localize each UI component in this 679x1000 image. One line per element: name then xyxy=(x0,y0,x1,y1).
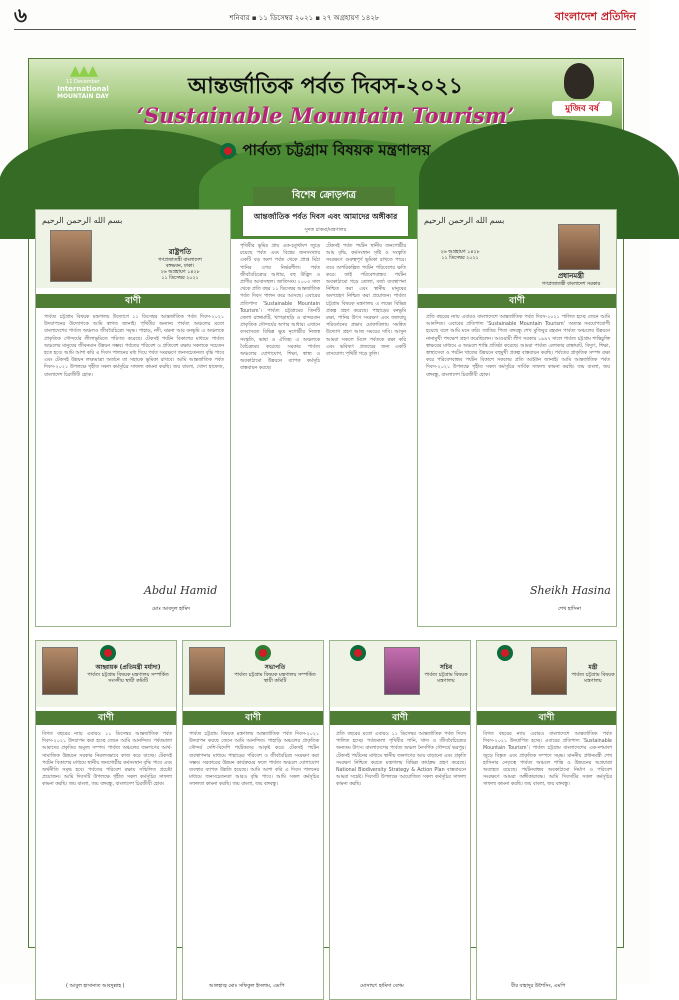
official-role: সভাপতি xyxy=(264,664,286,671)
message-body: বিগত বছরের ন্যায় এবারও বাংলাদেশে আন্তর্জাতিক পর্বত দিবস-২০২১ উদযাপিত হচ্ছে। এবারের প্রতিপাদ্য ‘Sustainable Mountain Tourism’। পার্বত্য চট্টগ্রাম বাংলাদেশের এক-দশমাংশ জুড়ে বিস্তৃত এবং প্রাকৃতিক সম্পদে সমৃদ্ধ। মাননীয় প্রধানমন্ত্রী শেখ হাসিনার নেতৃত্বে পার্বত্য অঞ্চলে শান্তি ও উন্নয়নের অগ্রযাত্রা অব্যাহত রয়েছে। পর্যটনবান্ধব অবকাঠামো নির্মাণ ও পরিবেশ সংরক্ষণে আমরা অঙ্গীকারাবদ্ধ। আমি দিবসটির সকল কর্মসূচির সাফল্য কামনা করছি। জয় বাংলা, জয় বঙ্গবন্ধু। xyxy=(483,732,612,788)
mujib-label: মুজিব বর্ষ xyxy=(552,101,612,116)
official-sub: পার্বত্য চট্টগ্রাম বিষয়ক মন্ত্রণালয় সম্পর্কিত স্থায়ী কমিটি xyxy=(234,671,316,684)
official-sub: পার্বত্য চট্টগ্রাম বিষয়ক মন্ত্রণালয় xyxy=(424,671,468,684)
theme-title: ‘Sustainable Mountain Tourism’ xyxy=(136,103,515,128)
official-photo xyxy=(384,647,420,695)
message-heading: বাণী xyxy=(330,711,470,725)
message-heading: বাণী xyxy=(36,294,230,308)
message-body: বিগত বছরের ন্যায় এবারও ১১ ডিসেম্বর আন্তর্জাতিক পর্বত দিবস-২০২১ উদযাপন করা হচ্ছে জেনে আমি আনন্দিত। পর্বতমালা আমাদের প্রকৃতির অমূল্য সম্পদ। পার্বত্য অঞ্চলের জনগণের আর্থ-সামাজিক উন্নয়নে সরকার নিরলসভাবে কাজ করে যাচ্ছে। টেকসই পর্যটন বিকাশের মাধ্যমে স্থানীয় জনগোষ্ঠীর কর্মসংস্থান বৃদ্ধি পাবে এবং অর্থনীতি সমৃদ্ধ হবে। পর্বতের পরিবেশ রক্ষায় সম্মিলিত প্রচেষ্টা প্রয়োজন। আমি দিবসটি উপলক্ষে গৃহীত সকল কর্মসূচির সাফল্য কামনা করছি। জয় বাংলা, জয় বঙ্গবন্ধু, বাংলাদেশ চিরজীবী হোক। xyxy=(42,732,172,788)
president-role-block xyxy=(132,246,228,282)
pm-date-block xyxy=(430,250,490,262)
article-column-left: পৃথিবীর ভূমির প্রায় এক-চতুর্থাংশ জুড়ে রয়েছে পর্বত এবং বিশ্বের জনসংখ্যার একটি বড় অংশ পর্বত থেকে প্রাপ্ত মিঠা পানির ওপর নির্ভরশীল। পর্বত জীববৈচিত্র্যের আধার, বহু উদ্ভিদ ও প্রাণীর আবাসস্থল। জাতিসংঘ ২০০৩ সাল থেকে প্রতি বছর ১১ ডিসেম্বর আন্তর্জাতিক পর্বত দিবস পালন করে আসছে। এবারের প্রতিপাদ্য ‘Sustainable Mountain Tourism’। পার্বত্য চট্টগ্রামের তিনটি জেলা রাঙ্গামাটি, খাগড়াছড়ি ও বান্দরবান প্রাকৃতিক সৌন্দর্যের অপার আধার। এখানে বসবাসরত বিভিন্ন ক্ষুদ্র নৃগোষ্ঠীর নিজস্ব সংস্কৃতি, ভাষা ও ঐতিহ্য এ অঞ্চলকে বৈচিত্র্যময় করেছে। সরকার পার্বত্য অঞ্চলের যোগাযোগ, শিক্ষা, স্বাস্থ্য ও অবকাঠামো উন্নয়নে ব্যাপক কর্মসূচি বাস্তবায়ন করছে। xyxy=(240,244,320,372)
bottom-message-card xyxy=(35,640,177,1000)
imd-date: 11 December xyxy=(66,79,100,85)
message-body: প্রতি বছরের মতো এবারও ১১ ডিসেম্বর আন্তর্জাতিক পর্বত দিবস পালিত হচ্ছে। পর্বতমালা পৃথিবীর পানি, খাদ্য ও জীববৈচিত্র্যের অন্যতম উৎস। বাংলাদেশের পার্বত্য অঞ্চল নৈসর্গিক সৌন্দর্যে ভরপুর। টেকসই পর্যটনের মাধ্যমে স্থানীয় জনগণের আয় বাড়ানো এবং প্রকৃতি সংরক্ষণ নিশ্চিত করতে মন্ত্রণালয় বিভিন্ন কার্যক্রম গ্রহণ করেছে। National Biodiversity Strategy & Action Plan বাস্তবায়নে আমরা সচেষ্ট। দিবসটি উপলক্ষে আয়োজিত সকল কর্মসূচির সাফল্য কামনা করছি। xyxy=(336,732,466,788)
date-english: ১১ ডিসেম্বর ২০২১ xyxy=(441,256,479,261)
official-photo xyxy=(531,647,567,695)
role-title: রাষ্ট্রপতি xyxy=(168,248,192,256)
president-signature: Abdul Hamid xyxy=(144,584,218,597)
committee-emblem-icon xyxy=(255,645,271,661)
government-emblem-icon xyxy=(220,143,236,159)
official-role-block xyxy=(82,665,174,685)
bottom-message-card xyxy=(476,640,617,1000)
role-sub1: গণপ্রজাতন্ত্রী বাংলাদেশ xyxy=(158,258,202,263)
mountain-icon: ▲▲▲ xyxy=(69,63,97,79)
mujib-year-logo xyxy=(546,63,616,125)
official-role-block xyxy=(569,665,617,685)
official-photo xyxy=(189,647,225,695)
official-photo xyxy=(42,647,78,695)
message-heading: বাণী xyxy=(418,294,616,308)
page-header xyxy=(14,3,636,30)
mountain-banner xyxy=(29,59,622,187)
official-sub: পার্বত্য চট্টগ্রাম বিষয়ক মন্ত্রণালয় xyxy=(571,671,615,684)
message-heading: বাণী xyxy=(477,711,616,725)
official-role: সচিব xyxy=(439,664,453,671)
government-emblem-icon xyxy=(350,645,366,661)
article-title: আন্তর্জাতিক পর্বত দিবস এবং আমাদের অঙ্গীকার xyxy=(253,212,398,221)
message-body: পার্বত্য চট্টগ্রাম বিষয়ক মন্ত্রণালয় আন্তর্জাতিক পর্বত দিবস-২০২১ উদযাপন করছে জেনে আমি আনন্দিত। পাহাড়ি অঞ্চলের প্রাকৃতিক সৌন্দর্য দেশি-বিদেশি পর্যটকদের আকৃষ্ট করে। টেকসই পর্যটন ব্যবস্থাপনার মাধ্যমে পাহাড়ের পরিবেশ ও জীববৈচিত্র্য সংরক্ষণ করা সম্ভব। সরকারের উন্নয়ন কার্যক্রমের ফলে পার্বত্য অঞ্চলে যোগাযোগ ব্যবস্থার ব্যাপক উন্নতি হয়েছে। আমি আশা করি এ দিবস পালনের মাধ্যমে জনসচেতনতা আরও বৃদ্ধি পাবে। আমি সকল কর্মসূচির সফলতা কামনা করছি। জয় বাংলা, জয় বঙ্গবন্ধু। xyxy=(189,732,319,788)
bottom-message-card xyxy=(329,640,471,1000)
official-sub: পার্বত্য চট্টগ্রাম বিষয়ক মন্ত্রণালয় সম্পর্কিত সংসদীয় স্থায়ী কমিটি xyxy=(87,671,169,684)
official-role: মন্ত্রী xyxy=(588,664,598,671)
bismillah-text: بسم الله الرحمن الرحيم xyxy=(424,216,505,225)
role-sub2: বঙ্গভবন, ঢাকা। xyxy=(165,264,195,269)
pm-role-block xyxy=(528,270,614,288)
official-name: মোসাম্মৎ হামিদা বেগম xyxy=(360,983,404,989)
bismillah-text: بسم الله الرحمن الرحيم xyxy=(42,216,123,225)
portrait-icon xyxy=(564,63,594,99)
role-sub1: গণপ্রজাতন্ত্রী বাংলাদেশ সরকার xyxy=(541,282,601,287)
masthead-logo: বাংলাদেশ প্রতিদিন xyxy=(554,10,636,23)
pm-signature: Sheikh Hasina xyxy=(530,584,611,597)
supplement-frame xyxy=(28,58,624,989)
imd-line1: International xyxy=(57,85,109,93)
pm-name: শেখ হাসিনা xyxy=(558,606,582,612)
government-emblem-icon xyxy=(497,645,513,661)
special-supplement-label: বিশেষ ক্রোড়পত্র xyxy=(253,187,395,205)
article-author: সুদত্ত চাকমা/মন্ত্রণালয় xyxy=(304,227,347,233)
date-english: ১১ ডিসেম্বর ২০২১ xyxy=(161,276,199,281)
official-role-block xyxy=(422,665,470,685)
date-bengali: ২৬ অগ্রহায়ণ ১৪২৮ xyxy=(160,270,200,275)
official-role-block xyxy=(229,665,321,685)
date-line: শনিবার ▪ ১১ ডিসেম্বর ২০২১ ▪ ২৭ অগ্রহায়ণ ১৪২৮ xyxy=(229,13,380,22)
imd-line2: MOUNTAIN DAY xyxy=(57,93,109,100)
ministry-label: পার্বত্য চট্টগ্রাম বিষয়ক মন্ত্রণালয় xyxy=(242,141,431,159)
message-heading: বাণী xyxy=(183,711,323,725)
president-name: মোঃ আবদুল হামিদ xyxy=(152,606,190,612)
article-column-right: টেকসই পর্বত পর্যটন স্থানীয় জনগোষ্ঠীর আয় বৃদ্ধি, কর্মসংস্থান সৃষ্টি ও সংস্কৃতি সংরক্ষণে গুরুত্বপূর্ণ ভূমিকা রাখতে পারে। তবে অপরিকল্পিত পর্যটন পরিবেশের ক্ষতি করে। তাই পরিবেশবান্ধব পর্যটন অবকাঠামো গড়ে তোলা, বর্জ্য ব্যবস্থাপনা নিশ্চিত করা এবং স্থানীয় মানুষের অংশগ্রহণ নিশ্চিত করা প্রয়োজন। পার্বত্য চট্টগ্রাম বিষয়ক মন্ত্রণালয় এ লক্ষ্যে বিভিন্ন প্রকল্প গ্রহণ করেছে। পাহাড়ের বনভূমি রক্ষা, পানির উৎস সংরক্ষণ এবং জলবায়ু পরিবর্তনের প্রভাব মোকাবিলায় সমন্বিত উদ্যোগ গ্রহণ আজ সময়ের দাবি। আসুন আমরা সকলে মিলে পর্বতকে রক্ষা করি এবং ভবিষ্যৎ প্রজন্মের জন্য একটি বাসযোগ্য পৃথিবী গড়ে তুলি। xyxy=(326,244,406,358)
message-heading: বাণী xyxy=(36,711,176,725)
message-body: পার্বত্য চট্টগ্রাম বিষয়ক মন্ত্রণালয় উদ্যোগে ১১ ডিসেম্বর আন্তর্জাতিক পর্বত দিবস-২০২১ উদযাপনের উদ্যোগকে আমি স্বাগত জানাই। পৃথিবীর অন্যান্য পার্বত্য অঞ্চলের মতো বাংলাদেশের পার্বত্য অঞ্চলও জীববৈচিত্র্যে সমৃদ্ধ। পাহাড়, নদী, ঝরনা আর বনভূমি এ অঞ্চলকে প্রাকৃতিক সৌন্দর্যের লীলাভূমিতে পরিণত করেছে। টেকসই পর্যটন বিকাশের মাধ্যমে পার্বত্য অঞ্চলের মানুষের জীবনমান উন্নয়ন সম্ভব। পর্বতের পরিবেশ ও প্রতিবেশ রক্ষায় সকলকে সচেতন হতে হবে। আমি আশা করি এ দিবস পালনের মধ্য দিয়ে পর্বত সংরক্ষণে জনসচেতনতা বৃদ্ধি পাবে এবং টেকসই উন্নয়ন লক্ষ্যমাত্রা অর্জনে তা সহায়ক ভূমিকা রাখবে। আমি আন্তর্জাতিক পর্বত দিবস-২০২১ উপলক্ষে গৃহীত সকল কর্মসূচির সাফল্য কামনা করছি। জয় বাংলা, খোদা হাফেজ, বাংলাদেশ চিরজীবী হোক। xyxy=(44,315,224,378)
page-title: আন্তর্জাতিক পর্বত দিবস-২০২১ xyxy=(187,74,464,99)
official-name: বীর বাহাদুর উশৈসিং, এমপি xyxy=(511,983,566,989)
president-photo xyxy=(50,230,92,282)
message-body: প্রতি বছরের ন্যায় এবারও বাংলাদেশে আন্তর্জাতিক পর্বত দিবস-২০২১ পালিত হচ্ছে জেনে আমি আনন্দিত। এবারের প্রতিপাদ্য ‘Sustainable Mountain Tourism’ অত্যন্ত সময়োপযোগী হয়েছে বলে আমি মনে করি। জাতির পিতা বঙ্গবন্ধু শেখ মুজিবুর রহমান পার্বত্য অঞ্চলের উন্নয়নে নানামুখী পদক্ষেপ গ্রহণ করেছিলেন। আওয়ামী লীগ সরকার ১৯৯৭ সালে পার্বত্য চট্টগ্রাম শান্তিচুক্তি স্বাক্ষরের মাধ্যমে এ অঞ্চলে শান্তি প্রতিষ্ঠা করেছে। আমরা পার্বত্য এলাকার রাস্তাঘাট, বিদ্যুৎ, শিক্ষা, স্বাস্থ্যসেবা ও পর্যটন খাতের উন্নয়নে বহুমুখী প্রকল্প বাস্তবায়ন করছি। পর্বতের প্রাকৃতিক সম্পদ রক্ষা করে পরিবেশবান্ধব পর্যটন বিকাশে সকলের প্রতি আহ্বান জানাই। আমি আন্তর্জাতিক পর্বত দিবস-২০২১ উপলক্ষে গৃহীত সকল কর্মসূচির সার্বিক সাফল্য কামনা করছি। জয় বাংলা, জয় বঙ্গবন্ধু, বাংলাদেশ চিরজীবী হোক। xyxy=(426,315,610,378)
role-title: প্রধানমন্ত্রী xyxy=(557,272,585,280)
official-role: আহ্বায়ক (প্রতিমন্ত্রী মর্যাদা) xyxy=(95,664,161,671)
president-message-card xyxy=(35,209,231,627)
pm-message-card xyxy=(417,209,617,627)
article-title-box xyxy=(242,205,409,237)
page-number: ৬ xyxy=(14,3,28,27)
official-name: আলহাজ্ব মোঃ সফিকুল ইসলাম, এমপি xyxy=(209,983,285,989)
pm-photo xyxy=(558,224,600,270)
bottom-message-card xyxy=(182,640,324,1000)
official-name: ( আবুল হাসানাত আবদুল্লাহ ) xyxy=(66,983,125,989)
government-emblem-icon xyxy=(100,645,116,661)
ministry-name xyxy=(29,139,622,164)
date-bengali: ২৬ অগ্রহায়ণ ১৪২৮ xyxy=(440,250,480,255)
